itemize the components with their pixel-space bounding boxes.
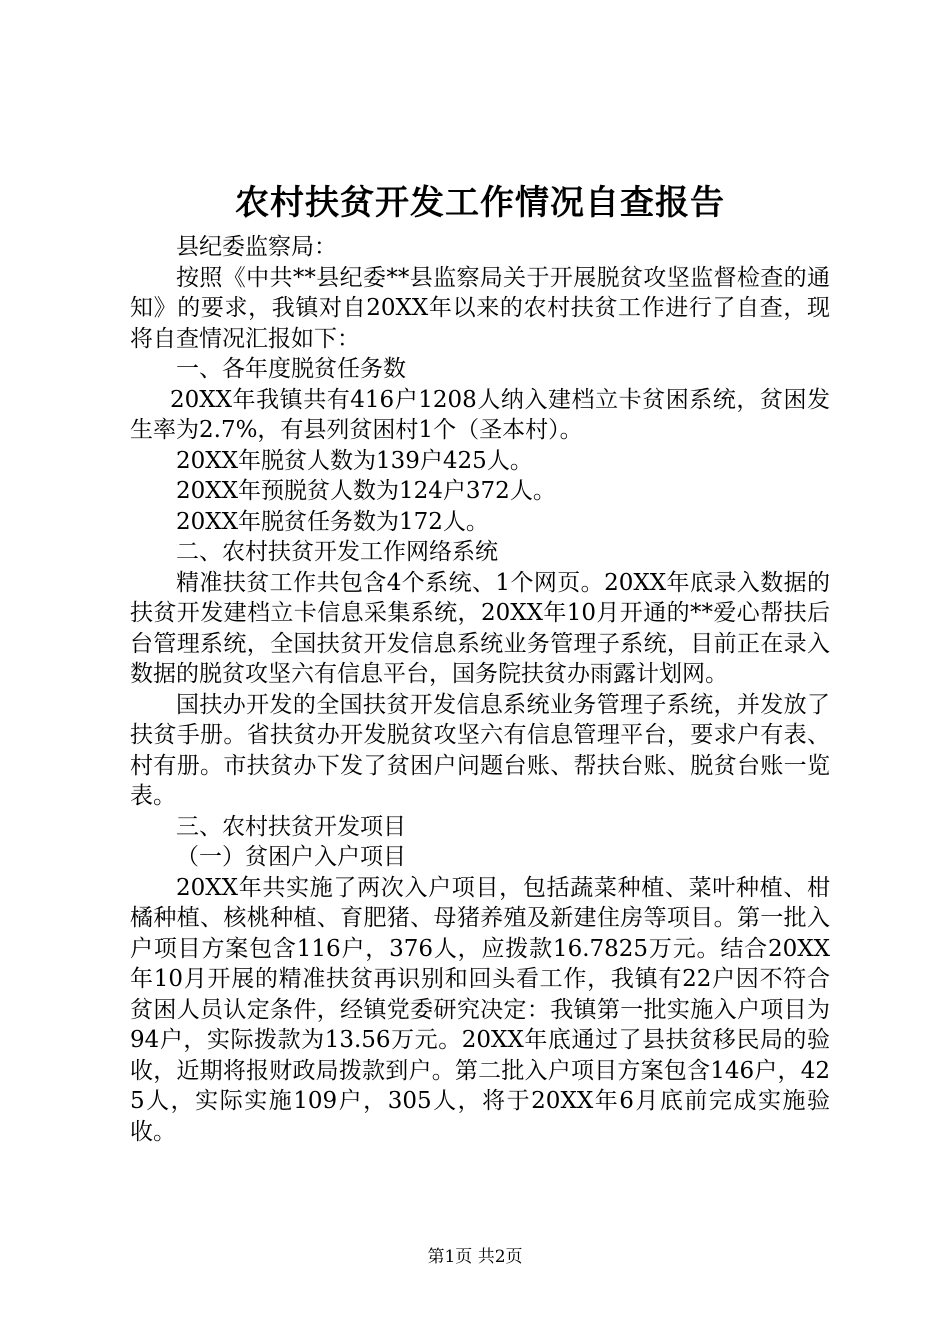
section-heading-1: 一、各年度脱贫任务数 xyxy=(176,356,406,382)
paragraph-system-management: 国扶办开发的全国扶贫开发信息系统业务管理子系统，并发放了扶贫手册。省扶贫办开发脱贫攻坚六有信息管理平台，要求户有表、村有册。市扶贫办下发了贫困户问题台账、帮扶台账、脱贫台账一览表。 xyxy=(130,691,830,809)
section-heading-2: 二、农村扶贫开发工作网络系统 xyxy=(176,539,498,565)
paragraph-household-projects: 20XX年共实施了两次入户项目，包括蔬菜种植、菜叶种植、柑橘种植、核桃种植、育肥猪、母猪养殖及新建住房等项目。第一批入户项目方案包含116户，376人，应拨款16.7825万元。结合20XX年10月开展的精准扶贫再识别和回头看工作，我镇有22户因不符合贫困人员认定条件，经镇党委研究决定：我镇第一批实施入户项目为94户，实际拨款为13.56万元。20XX年底通过了县扶贫移民局的验收，近期将报财政局拨款到户。第二批入户项目方案包含146户，425人，实际实施109户，305人，将于20XX年6月底前完成实施验收。 xyxy=(130,874,830,1145)
paragraph-poverty-stats: 20XX年我镇共有416户1208人纳入建档立卡贫困系统，贫困发生率为2.7%，有县列贫困村1个（圣本村）。 xyxy=(130,386,830,443)
paragraph-poverty-relief-count: 20XX年脱贫人数为139户425人。 xyxy=(176,447,533,474)
paragraph-network-systems: 精准扶贫工作共包含4个系统、1个网页。20XX年底录入数据的扶贫开发建档立卡信息采集系统，20XX年10月开通的**爱心帮扶后台管理系统，全国扶贫开发信息系统业务管理子系统，目前正在录入数据的脱贫攻坚六有信息平台，国务院扶贫办雨露计划网。 xyxy=(130,569,830,687)
document-title: 农村扶贫开发工作情况自查报告 xyxy=(235,183,725,223)
paragraph-expected-relief: 20XX年预脱贫人数为124户372人。 xyxy=(176,478,556,504)
page-footer: 第1页 共2页 xyxy=(427,1247,523,1267)
paragraph-intro: 按照《中共**县纪委**县监察局关于开展脱贫攻坚监督检查的通知》的要求，我镇对自20XX年以来的农村扶贫工作进行了自查，现将自查情况汇报如下： xyxy=(130,264,830,352)
paragraph-relief-task: 20XX年脱贫任务数为172人。 xyxy=(176,508,489,535)
document-page xyxy=(130,180,830,1147)
section-heading-3: 三、农村扶贫开发项目 xyxy=(176,813,406,840)
salutation: 县纪委监察局： xyxy=(176,234,337,260)
subsection-heading-1: （一）贫困户入户项目 xyxy=(176,844,406,870)
